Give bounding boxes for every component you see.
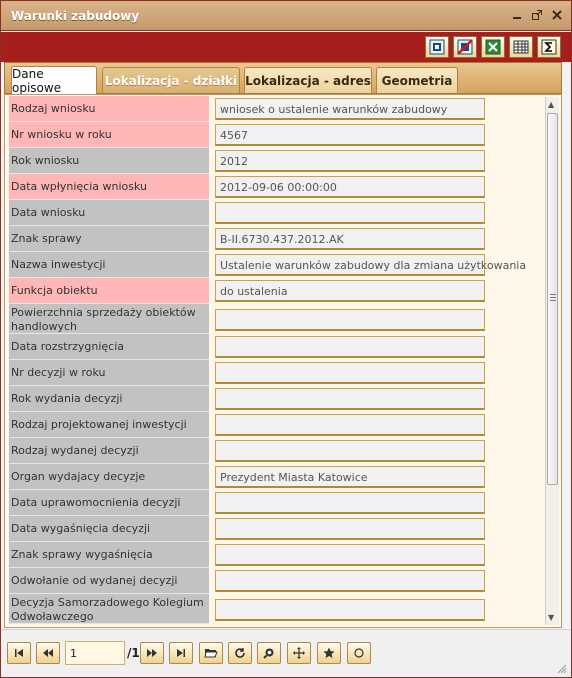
star-icon[interactable] — [317, 642, 341, 664]
form-row-label — [9, 516, 209, 542]
field-input[interactable] — [215, 492, 485, 514]
field-input[interactable] — [215, 414, 485, 436]
minimize-icon[interactable] — [511, 9, 523, 21]
scroll-up-icon[interactable]: ▲ — [548, 100, 555, 109]
form-row-label — [9, 122, 209, 148]
field-input[interactable] — [215, 599, 485, 621]
field-label: Nr decyzji w roku — [11, 366, 106, 379]
circle-icon[interactable] — [347, 642, 371, 664]
field-label: Data wniosku — [11, 206, 86, 219]
field-label: Data uprawomocnienia decyzji — [11, 496, 181, 509]
form-row-label — [9, 542, 209, 568]
field-label: Data wpłynięcia wniosku — [11, 180, 148, 193]
first-page-icon[interactable] — [7, 642, 31, 664]
field-input[interactable] — [215, 336, 485, 358]
field-label: Data rozstrzygnięcia — [11, 340, 125, 353]
field-input[interactable] — [215, 440, 485, 462]
field-label: Nr wniosku w roku — [11, 128, 112, 141]
close-icon[interactable] — [551, 9, 563, 21]
form-row-label — [9, 252, 209, 278]
tab-label: Geometria — [381, 73, 453, 88]
form-row-label — [9, 568, 209, 594]
field-input[interactable] — [215, 544, 485, 566]
field-input[interactable] — [215, 309, 485, 331]
vertical-scrollbar[interactable] — [545, 97, 559, 625]
tab-label: Lokalizacja - działki — [104, 73, 238, 88]
form-row-label — [9, 226, 209, 252]
table-view-icon[interactable] — [509, 36, 533, 58]
form-row-label — [9, 360, 209, 386]
title-bar[interactable] — [1, 1, 571, 31]
toolbar — [1, 32, 571, 62]
tab-dane-opisowe[interactable] — [11, 66, 97, 94]
field-label: Organ wydajacy decyzje — [11, 470, 146, 483]
next-page-icon[interactable] — [140, 642, 164, 664]
tab-lokalizacja-adres[interactable] — [244, 67, 372, 93]
field-label: Funkcja obiektu — [11, 284, 98, 297]
search-icon[interactable] — [257, 642, 281, 664]
field-label: Odwołanie od wydanej decyzji — [11, 574, 178, 587]
form-row-label — [9, 490, 209, 516]
resize-grip-icon[interactable] — [557, 664, 567, 674]
form-row-label — [9, 148, 209, 174]
field-input[interactable]: Ustalenie warunków zabudowy dla zmiana użytkowania — [215, 254, 485, 276]
map-zoom-icon[interactable] — [425, 36, 449, 58]
tab-lokalizacja-dzialki[interactable] — [102, 67, 240, 93]
form-row-label — [9, 304, 209, 334]
last-page-icon[interactable] — [169, 642, 193, 664]
scroll-down-icon[interactable]: ▼ — [548, 613, 555, 622]
page-number-input[interactable]: 1 — [65, 641, 125, 665]
restore-icon[interactable] — [531, 9, 543, 21]
field-label: Znak sprawy — [11, 232, 82, 245]
window-controls — [511, 9, 563, 21]
open-folder-icon[interactable] — [199, 642, 223, 664]
field-label: Znak sprawy wygaśnięcia — [11, 548, 153, 561]
form-row-label — [9, 278, 209, 304]
field-input[interactable]: B-II.6730.437.2012.AK — [215, 228, 485, 250]
field-input[interactable]: wniosek o ustalenie warunków zabudowy — [215, 98, 485, 120]
previous-page-icon[interactable] — [36, 642, 60, 664]
form-row-label — [9, 96, 209, 122]
tab-label: Dane opisowe — [12, 66, 62, 95]
field-input[interactable] — [215, 518, 485, 540]
field-label: Rok wydania decyzji — [11, 392, 123, 405]
map-clear-icon[interactable] — [453, 36, 477, 58]
sum-icon[interactable] — [537, 36, 561, 58]
tab-label: Lokalizacja - adres — [245, 73, 371, 88]
field-label: Decyzja Samorzadowego Kolegium Odwoławczego — [11, 596, 204, 623]
form-row-label — [9, 464, 209, 490]
field-label: Rodzaj wydanej decyzji — [11, 444, 139, 457]
field-input[interactable] — [215, 570, 485, 592]
form-row-label — [9, 594, 209, 624]
move-icon[interactable] — [287, 642, 311, 664]
field-input[interactable] — [215, 388, 485, 410]
field-label: Rok wniosku — [11, 154, 80, 167]
refresh-icon[interactable] — [228, 642, 252, 664]
form-row-label — [9, 174, 209, 200]
field-input[interactable]: 2012 — [215, 150, 485, 172]
tab-geometria[interactable] — [376, 67, 458, 93]
excel-export-icon[interactable] — [481, 36, 505, 58]
field-input[interactable] — [215, 202, 485, 224]
field-input[interactable]: do ustalenia — [215, 280, 485, 302]
pager-bar — [1, 629, 571, 677]
field-input[interactable] — [215, 362, 485, 384]
field-input[interactable]: 2012-09-06 00:00:00 — [215, 176, 485, 198]
field-input[interactable]: Prezydent Miasta Katowice — [215, 466, 485, 488]
window-title: Warunki zabudowy — [11, 9, 140, 23]
tab-bar — [4, 62, 562, 94]
form-row-label — [9, 386, 209, 412]
form-panel — [4, 94, 562, 628]
page-total: /1 — [127, 646, 140, 660]
form-row-label — [9, 334, 209, 360]
field-label: Powierzchnia sprzedaży obiektów handlowych — [11, 306, 196, 333]
form-row-label — [9, 200, 209, 226]
form-row-label — [9, 438, 209, 464]
field-input[interactable]: 4567 — [215, 124, 485, 146]
field-label: Nazwa inwestycji — [11, 258, 106, 271]
scroll-thumb[interactable] — [547, 113, 558, 485]
form-row-label — [9, 412, 209, 438]
field-label: Rodzaj wniosku — [11, 102, 96, 115]
field-label: Rodzaj projektowanej inwestycji — [11, 418, 187, 431]
field-label: Data wygaśnięcia decyzji — [11, 522, 151, 535]
